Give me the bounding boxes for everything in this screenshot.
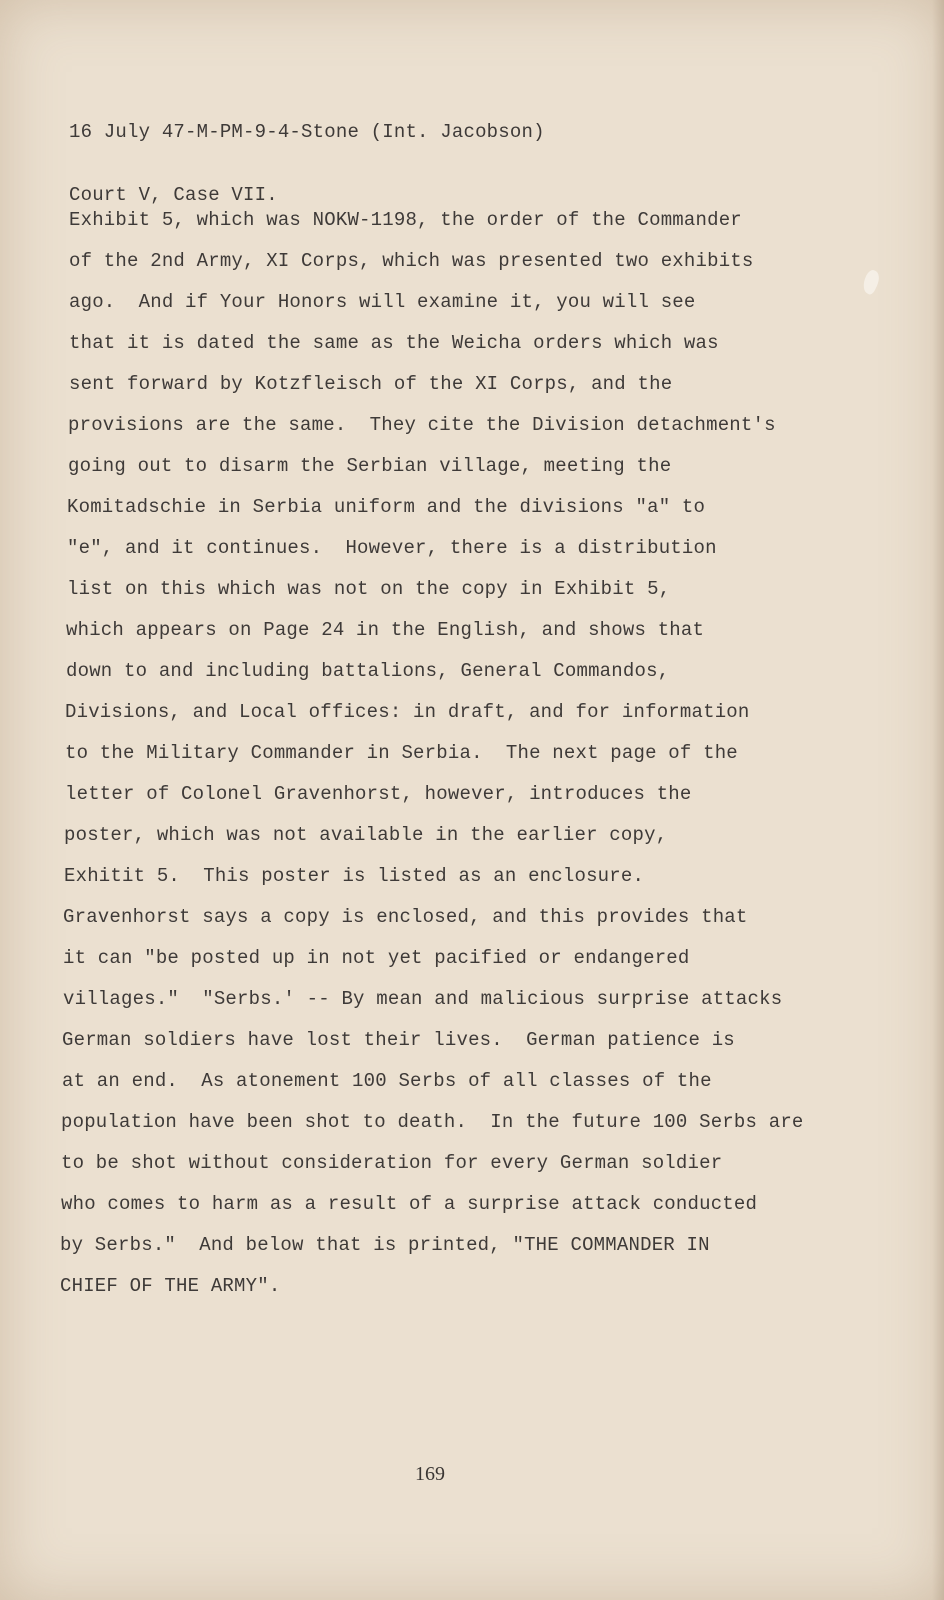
body-line-22: at an end. As atonement 100 Serbs of all classes of the [62, 1070, 712, 1092]
body-line-5: sent forward by Kotzfleisch of the XI Corps, and the [69, 373, 673, 395]
body-line-20: villages." "Serbs.' -- By mean and malicious surprise attacks [63, 988, 783, 1010]
body-line-9: "e", and it continues. However, there is a distribution [67, 537, 717, 559]
body-line-15: letter of Colonel Gravenhorst, however, introduces the [65, 783, 692, 805]
body-line-10: list on this which was not on the copy in Exhibit 5, [67, 578, 671, 600]
body-line-26: by Serbs." And below that is printed, "THE COMMANDER IN [60, 1234, 710, 1256]
body-line-21: German soldiers have lost their lives. German patience is [62, 1029, 735, 1051]
body-line-24: to be shot without consideration for every German soldier [61, 1152, 723, 1174]
body-line-13: Divisions, and Local offices: in draft, and for information [65, 701, 750, 723]
page-number: 169 [415, 1463, 445, 1485]
body-line-7: going out to disarm the Serbian village, meeting the [68, 455, 672, 477]
body-line-4: that it is dated the same as the Weicha orders which was [69, 332, 719, 354]
body-line-19: it can "be posted up in not yet pacified or endangered [63, 947, 690, 969]
body-line-3: ago. And if Your Honors will examine it, you will see [69, 291, 696, 313]
body-line-2: of the 2nd Army, XI Corps, which was presented two exhibits [69, 250, 754, 272]
paper-blemish [860, 268, 883, 296]
body-line-18: Gravenhorst says a copy is enclosed, and this provides that [63, 906, 748, 928]
body-line-23: population have been shot to death. In the future 100 Serbs are [61, 1111, 804, 1133]
body-line-8: Komitadschie in Serbia uniform and the divisions "a" to [67, 496, 706, 518]
body-line-14: to the Military Commander in Serbia. The next page of the [65, 742, 738, 764]
body-line-11: which appears on Page 24 in the English, and shows that [66, 619, 705, 641]
body-line-27: CHIEF OF THE ARMY". [60, 1275, 281, 1297]
transcript-body [60, 200, 860, 1307]
body-line-1: Exhibit 5, which was NOKW-1198, the order of the Commander [69, 209, 742, 231]
body-line-16: poster, which was not available in the earlier copy, [64, 824, 668, 846]
body-line-12: down to and including battalions, General Commandos, [66, 660, 670, 682]
header-line-court-case: Court V, Case VII. [69, 184, 278, 206]
body-line-17: Exhitit 5. This poster is listed as an enclosure. [64, 865, 645, 887]
header-line-date-session: 16 July 47-M-PM-9-4-Stone (Int. Jacobson) [69, 121, 545, 143]
body-line-6: provisions are the same. They cite the Division detachment's [68, 414, 776, 436]
body-line-25: who comes to harm as a result of a surprise attack conducted [61, 1193, 758, 1215]
